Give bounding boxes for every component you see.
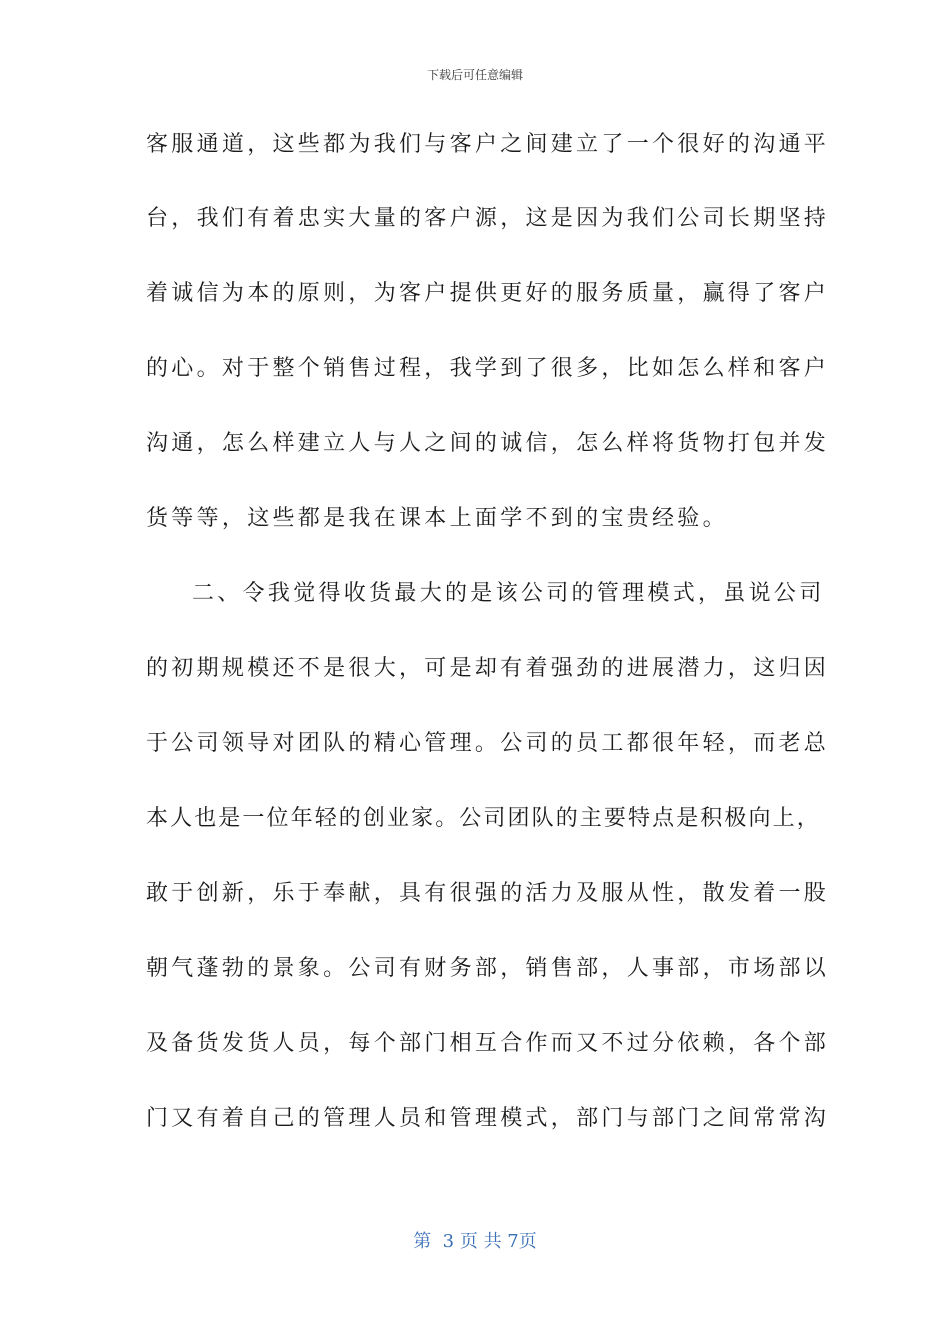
text-line: 沟通，怎么样建立人与人之间的诚信，怎么样将货物打包并发 [146, 431, 830, 456]
text-line: 门又有着自己的管理人员和管理模式，部门与部门之间常常沟 [146, 1106, 830, 1131]
text-line: 的初期规模还不是很大，可是却有着强劲的进展潜力，这归因 [146, 656, 830, 681]
text-line: 二、令我觉得收货最大的是该公司的管理模式，虽说公司 [192, 581, 825, 606]
text-line: 朝气蓬勃的景象。公司有财务部，销售部，人事部，市场部以 [146, 956, 830, 981]
text-line: 的心。对于整个销售过程，我学到了很多，比如怎么样和客户 [146, 356, 830, 381]
text-line: 本人也是一位年轻的创业家。公司团队的主要特点是积极向上， [146, 806, 821, 831]
text-line: 着诚信为本的原则，为客户提供更好的服务质量，赢得了客户 [146, 281, 830, 306]
text-line: 货等等，这些都是我在课本上面学不到的宝贵经验。 [146, 506, 728, 531]
text-line: 于公司领导对团队的精心管理。公司的员工都很年轻，而老总 [146, 731, 830, 756]
page-header: 下载后可任意编辑 [426, 68, 523, 82]
text-line: 敢于创新，乐于奉献，具有很强的活力及服从性，散发着一股 [146, 881, 830, 906]
text-line: 台，我们有着忠实大量的客户源，这是因为我们公司长期坚持 [146, 206, 830, 231]
text-line: 客服通道，这些都为我们与客户之间建立了一个很好的沟通平 [146, 132, 830, 157]
page-number: 第 3 页 共 7页 [413, 1231, 537, 1252]
text-line: 及备货发货人员，每个部门相互合作而又不过分依赖，各个部 [146, 1031, 830, 1056]
